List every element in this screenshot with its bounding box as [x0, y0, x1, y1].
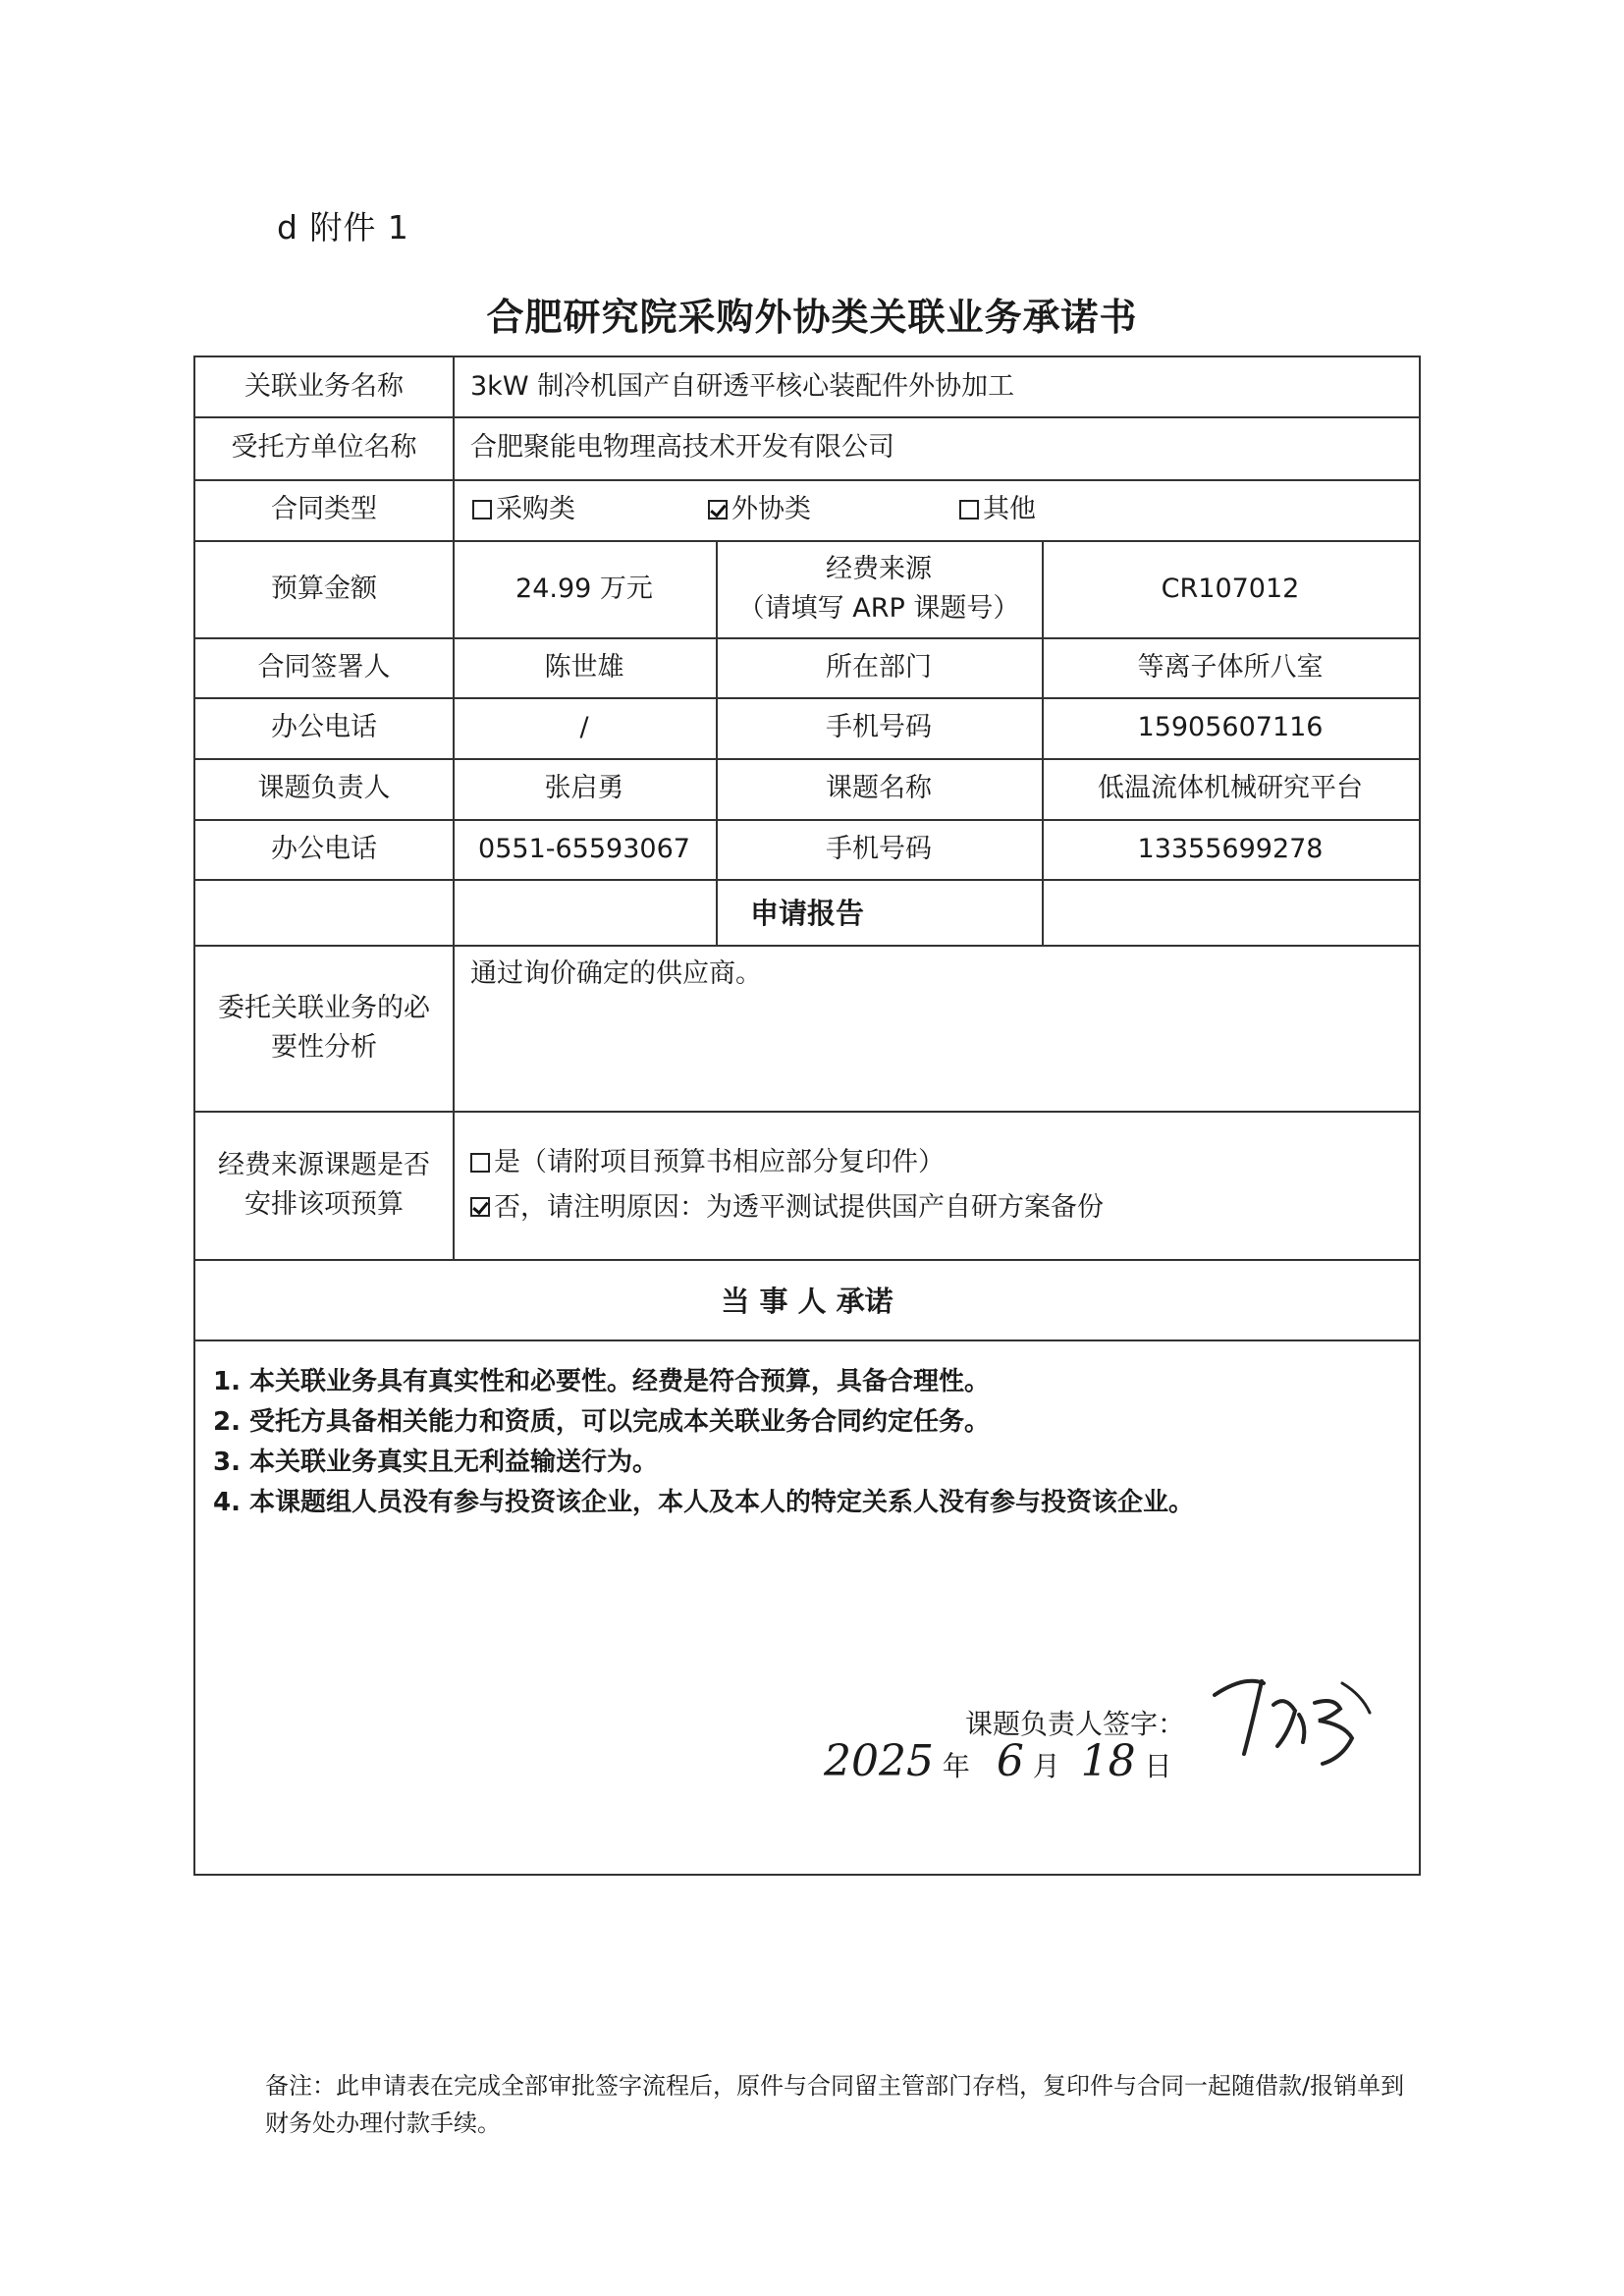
commitment-form — [193, 355, 1421, 1876]
necessity-label-line2: 要性分析 — [271, 1031, 377, 1063]
fund-source-value: CR107012 — [1161, 573, 1300, 604]
fund-source-label-line1: 经费来源 — [826, 554, 932, 585]
necessity-value: 通过询价确定的供应商。 — [470, 958, 762, 989]
leader-office-phone-value: 0551-65593067 — [478, 833, 690, 864]
commitment-item: 4. 本课题组人员没有参与投资该企业，本人及本人的特定关系人没有参与投资该企业。 — [213, 1488, 1195, 1517]
project-name-value: 低温流体机械研究平台 — [1098, 773, 1363, 804]
date-day: 18 — [1080, 1736, 1136, 1786]
option-other-label: 其他 — [983, 494, 1036, 525]
budget-arranged-label-line1: 经费来源课题是否 — [218, 1150, 430, 1181]
project-name-label: 课题名称 — [826, 773, 932, 804]
document-title: 合肥研究院采购外协类关联业务承诺书 — [486, 296, 1138, 339]
signer-label: 合同签署人 — [257, 651, 391, 683]
checkbox-no[interactable] — [470, 1197, 490, 1217]
signature-label: 课题负责人签字： — [965, 1708, 1186, 1740]
project-leader-value: 张启勇 — [544, 773, 624, 804]
contract-type-option-other[interactable] — [959, 490, 1036, 528]
department-label: 所在部门 — [826, 651, 932, 683]
checkbox-outsourcing[interactable] — [708, 500, 728, 519]
no-option-label: 否，请注明原因：为透平测试提供国产自研方案备份 — [494, 1191, 1104, 1223]
date-month-unit: 月 — [1032, 1750, 1060, 1782]
handwritten-signature — [1205, 1656, 1381, 1774]
date-day-unit: 日 — [1144, 1750, 1172, 1782]
business-name-value: 3kW 制冷机国产自研透平核心装配件外协加工 — [470, 371, 1015, 403]
signer-value: 陈世雄 — [544, 651, 624, 683]
leader-mobile-value: 13355699278 — [1137, 833, 1324, 864]
signer-office-phone-value: / — [579, 712, 589, 743]
footnote: 备注：此申请表在完成全部审批签字流程后，原件与合同留主管部门存档，复印件与合同一起随借款/报销单到财务处办理付款手续。 — [265, 2072, 1405, 2138]
leader-mobile-label: 手机号码 — [826, 833, 932, 864]
department-value: 等离子体所八室 — [1137, 651, 1324, 683]
entrusted-unit-label: 受托方单位名称 — [231, 432, 417, 464]
fund-source-label — [716, 540, 1042, 637]
option-outsourcing-label: 外协类 — [731, 494, 811, 525]
commitment-item: 2. 受托方具备相关能力和资质，可以完成本关联业务合同约定任务。 — [213, 1407, 991, 1437]
necessity-label — [195, 945, 453, 1111]
date-year-unit: 年 — [942, 1750, 970, 1782]
commitment-item: 3. 本关联业务真实且无利益输送行为。 — [213, 1448, 659, 1477]
yes-option-label: 是（请附项目预算书相应部分复印件） — [494, 1147, 945, 1178]
commitment-header: 当 事 人 承诺 — [721, 1284, 893, 1318]
commitment-item: 1. 本关联业务具有真实性和必要性。经费是符合预算，具备合理性。 — [213, 1367, 991, 1396]
application-report-header: 申请报告 — [749, 897, 864, 930]
project-leader-label: 课题负责人 — [257, 773, 391, 804]
budget-arranged-label-line2: 安排该项预算 — [244, 1188, 404, 1220]
signer-mobile-value: 15905607116 — [1137, 712, 1324, 743]
option-purchase-label: 采购类 — [496, 494, 575, 525]
contract-type-option-outsourcing[interactable] — [708, 490, 811, 528]
business-name-label: 关联业务名称 — [244, 371, 404, 403]
budget-value: 24.99 万元 — [515, 573, 653, 604]
leader-office-phone-label: 办公电话 — [271, 833, 377, 864]
attachment-label: d 附件 1 — [277, 208, 409, 246]
checkbox-other[interactable] — [959, 500, 979, 519]
budget-arranged-label — [195, 1111, 453, 1259]
signature-date — [824, 1736, 1172, 1786]
budget-label: 预算金额 — [271, 573, 377, 604]
signer-mobile-label: 手机号码 — [826, 712, 932, 743]
signer-office-phone-label: 办公电话 — [271, 712, 377, 743]
contract-type-option-purchase[interactable] — [472, 490, 575, 528]
checkbox-yes[interactable] — [470, 1153, 490, 1173]
necessity-label-line1: 委托关联业务的必 — [218, 993, 430, 1024]
budget-arranged-options — [453, 1111, 1419, 1259]
entrusted-unit-value: 合肥聚能电物理高技术开发有限公司 — [470, 432, 894, 464]
contract-type-options — [453, 479, 1419, 540]
contract-type-label: 合同类型 — [271, 494, 377, 525]
budget-arranged-no[interactable] — [470, 1188, 1104, 1227]
fund-source-label-line2: （请填写 ARP 课题号） — [737, 592, 1020, 624]
date-year: 2025 — [824, 1736, 934, 1786]
budget-arranged-yes[interactable] — [470, 1143, 945, 1181]
checkbox-purchase[interactable] — [472, 500, 492, 519]
date-month: 6 — [996, 1736, 1024, 1786]
